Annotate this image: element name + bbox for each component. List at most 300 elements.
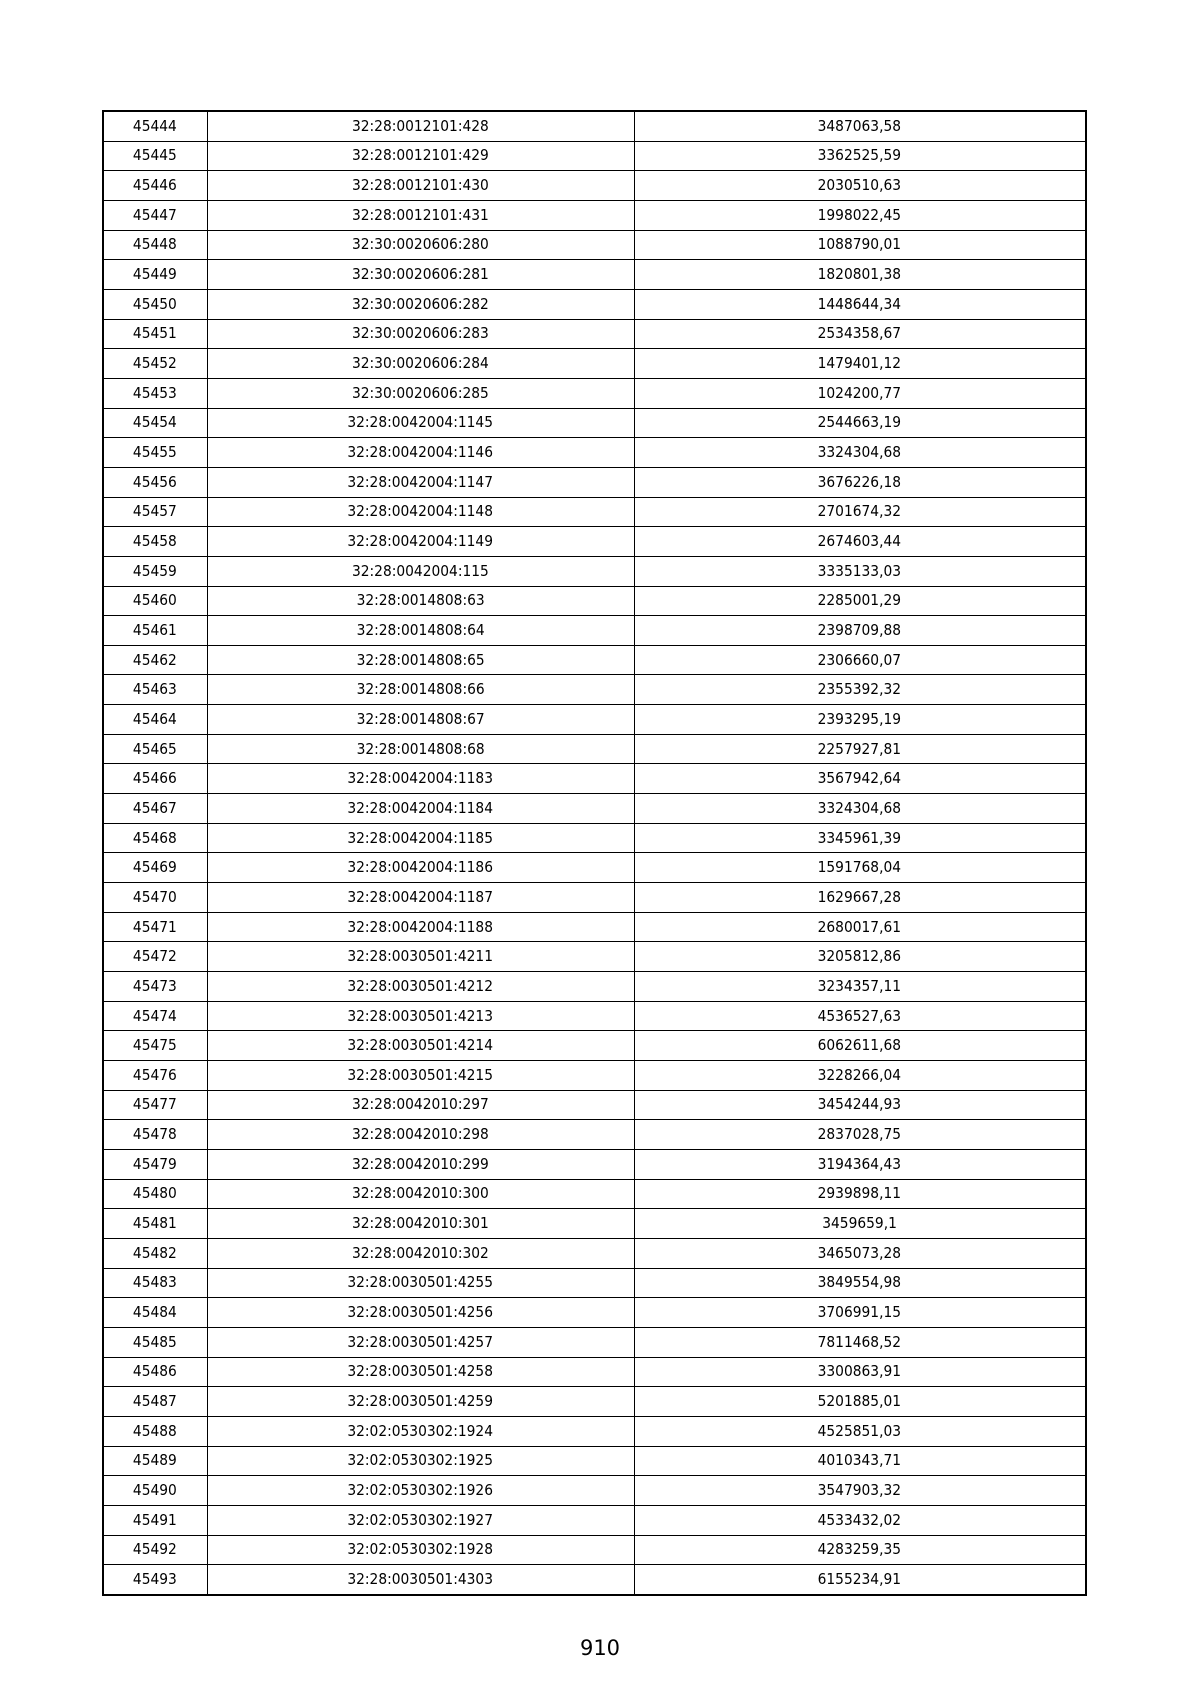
row-number-cell <box>103 1327 207 1357</box>
value-text: 3324304,68 <box>818 443 902 462</box>
row-number-cell <box>103 616 207 646</box>
value-cell <box>634 1061 1086 1091</box>
row-number-cell <box>103 1357 207 1387</box>
table-row <box>103 319 1086 349</box>
value-cell <box>634 764 1086 794</box>
cadastral-number-text: 32:28:0042004:1184 <box>347 798 494 817</box>
value-text: 3567942,64 <box>818 769 902 788</box>
cadastral-number-cell <box>207 1535 634 1565</box>
row-number-text: 45467 <box>133 798 178 817</box>
value-text: 2939898,11 <box>818 1184 902 1203</box>
cadastral-number-cell <box>207 1387 634 1417</box>
cadastral-number-text: 32:30:0020606:280 <box>352 235 489 254</box>
row-number-text: 45480 <box>133 1184 178 1203</box>
value-text: 1591768,04 <box>818 858 902 877</box>
cadastral-number-text: 32:28:0012101:429 <box>352 146 489 165</box>
table-row <box>103 616 1086 646</box>
row-number-text: 45461 <box>133 620 178 639</box>
value-cell <box>634 230 1086 260</box>
value-text: 1998022,45 <box>818 205 902 224</box>
cadastral-number-text: 32:28:0012101:428 <box>352 116 489 135</box>
cadastral-number-text: 32:28:0030501:4257 <box>347 1332 494 1351</box>
value-text: 3465073,28 <box>818 1243 902 1262</box>
value-text: 3194364,43 <box>818 1154 902 1173</box>
row-number-cell <box>103 1120 207 1150</box>
table-row <box>103 527 1086 557</box>
row-number-cell <box>103 408 207 438</box>
cadastral-number-cell <box>207 972 634 1002</box>
cadastral-number-text: 32:28:0030501:4213 <box>347 1006 494 1025</box>
row-number-text: 45455 <box>133 443 178 462</box>
row-number-text: 45470 <box>133 887 178 906</box>
cadastral-number-text: 32:28:0012101:431 <box>352 205 489 224</box>
value-text: 4283259,35 <box>818 1540 902 1559</box>
cadastral-number-text: 32:28:0030501:4303 <box>347 1569 494 1588</box>
cadastral-number-cell <box>207 1268 634 1298</box>
value-cell <box>634 171 1086 201</box>
value-text: 2393295,19 <box>818 709 902 728</box>
cadastral-number-cell <box>207 1298 634 1328</box>
row-number-cell <box>103 705 207 735</box>
cadastral-number-cell <box>207 645 634 675</box>
row-number-cell <box>103 1416 207 1446</box>
row-number-cell <box>103 111 207 141</box>
row-number-cell <box>103 1061 207 1091</box>
value-cell <box>634 408 1086 438</box>
value-cell <box>634 1149 1086 1179</box>
cadastral-number-cell <box>207 111 634 141</box>
value-cell <box>634 1090 1086 1120</box>
table-row <box>103 823 1086 853</box>
cadastral-number-text: 32:28:0042004:1186 <box>347 858 494 877</box>
value-text: 4533432,02 <box>818 1510 902 1529</box>
value-text: 1479401,12 <box>818 354 902 373</box>
cadastral-number-text: 32:28:0042004:115 <box>352 561 489 580</box>
value-cell <box>634 438 1086 468</box>
row-number-text: 45468 <box>133 828 178 847</box>
table-row <box>103 734 1086 764</box>
row-number-cell <box>103 527 207 557</box>
value-cell <box>634 1179 1086 1209</box>
row-number-text: 45456 <box>133 472 178 491</box>
cadastral-number-text: 32:28:0014808:66 <box>356 680 485 699</box>
value-cell <box>634 972 1086 1002</box>
table-row <box>103 378 1086 408</box>
row-number-text: 45453 <box>133 383 178 402</box>
value-text: 1024200,77 <box>818 383 902 402</box>
value-cell <box>634 349 1086 379</box>
value-text: 3345961,39 <box>818 828 902 847</box>
table-row <box>103 1446 1086 1476</box>
cadastral-number-text: 32:28:0042010:302 <box>352 1243 489 1262</box>
row-number-text: 45459 <box>133 561 178 580</box>
row-number-cell <box>103 141 207 171</box>
value-cell <box>634 1357 1086 1387</box>
row-number-text: 45449 <box>133 265 178 284</box>
row-number-cell <box>103 438 207 468</box>
row-number-cell <box>103 1565 207 1595</box>
row-number-cell <box>103 171 207 201</box>
row-number-text: 45474 <box>133 1006 178 1025</box>
value-cell <box>634 1505 1086 1535</box>
table-row <box>103 1298 1086 1328</box>
row-number-cell <box>103 942 207 972</box>
table-row <box>103 1061 1086 1091</box>
row-number-cell <box>103 378 207 408</box>
row-number-text: 45477 <box>133 1095 178 1114</box>
value-text: 3324304,68 <box>818 798 902 817</box>
value-text: 6062611,68 <box>818 1036 902 1055</box>
value-cell <box>634 1120 1086 1150</box>
row-number-text: 45469 <box>133 858 178 877</box>
cadastral-number-cell <box>207 556 634 586</box>
value-text: 3205812,86 <box>818 947 902 966</box>
value-text: 3362525,59 <box>818 146 902 165</box>
cadastral-number-text: 32:28:0042004:1187 <box>347 887 494 906</box>
cadastral-number-cell <box>207 171 634 201</box>
value-text: 3335133,03 <box>818 561 902 580</box>
cadastral-number-text: 32:28:0030501:4256 <box>347 1303 494 1322</box>
row-number-cell <box>103 972 207 1002</box>
cadastral-number-cell <box>207 853 634 883</box>
table-row <box>103 675 1086 705</box>
cadastral-number-cell <box>207 734 634 764</box>
value-text: 1629667,28 <box>818 887 902 906</box>
row-number-text: 45475 <box>133 1036 178 1055</box>
value-text: 2398709,88 <box>818 620 902 639</box>
value-cell <box>634 1298 1086 1328</box>
row-number-text: 45444 <box>133 116 178 135</box>
value-text: 1088790,01 <box>818 235 902 254</box>
value-text: 3454244,93 <box>818 1095 902 1114</box>
row-number-text: 45457 <box>133 502 178 521</box>
row-number-text: 45466 <box>133 769 178 788</box>
value-text: 2701674,32 <box>818 502 902 521</box>
row-number-text: 45445 <box>133 146 178 165</box>
cadastral-number-text: 32:28:0042004:1148 <box>347 502 494 521</box>
value-cell <box>634 1238 1086 1268</box>
row-number-text: 45482 <box>133 1243 178 1262</box>
row-number-cell <box>103 883 207 913</box>
row-number-text: 45488 <box>133 1421 178 1440</box>
cadastral-number-text: 32:28:0042004:1188 <box>347 917 494 936</box>
value-cell <box>634 497 1086 527</box>
value-text: 2534358,67 <box>818 324 902 343</box>
cadastral-number-cell <box>207 319 634 349</box>
cadastral-number-text: 32:28:0042004:1147 <box>347 472 494 491</box>
value-cell <box>634 289 1086 319</box>
cadastral-number-text: 32:28:0042004:1146 <box>347 443 494 462</box>
value-cell <box>634 1565 1086 1595</box>
cadastral-number-cell <box>207 1505 634 1535</box>
value-cell <box>634 705 1086 735</box>
cadastral-number-cell <box>207 141 634 171</box>
table-row <box>103 1476 1086 1506</box>
value-cell <box>634 319 1086 349</box>
value-text: 1448644,34 <box>818 294 902 313</box>
value-cell <box>634 823 1086 853</box>
cadastral-number-cell <box>207 1327 634 1357</box>
row-number-cell <box>103 1209 207 1239</box>
row-number-cell <box>103 1149 207 1179</box>
row-number-text: 45452 <box>133 354 178 373</box>
table-row <box>103 1416 1086 1446</box>
table-row <box>103 853 1086 883</box>
row-number-text: 45479 <box>133 1154 178 1173</box>
row-number-cell <box>103 1090 207 1120</box>
row-number-cell <box>103 794 207 824</box>
value-cell <box>634 1416 1086 1446</box>
cadastral-number-cell <box>207 378 634 408</box>
row-number-cell <box>103 734 207 764</box>
value-cell <box>634 912 1086 942</box>
row-number-cell <box>103 1031 207 1061</box>
row-number-cell <box>103 1476 207 1506</box>
table-row <box>103 171 1086 201</box>
table-row <box>103 883 1086 913</box>
row-number-text: 45462 <box>133 650 178 669</box>
cadastral-number-text: 32:28:0042010:297 <box>352 1095 489 1114</box>
table-row <box>103 1268 1086 1298</box>
row-number-text: 45460 <box>133 591 178 610</box>
row-number-text: 45478 <box>133 1125 178 1144</box>
cadastral-number-cell <box>207 1090 634 1120</box>
cadastral-number-text: 32:02:0530302:1925 <box>347 1451 494 1470</box>
table-row <box>103 408 1086 438</box>
cadastral-number-cell <box>207 200 634 230</box>
value-text: 2285001,29 <box>818 591 902 610</box>
table-row <box>103 1031 1086 1061</box>
cadastral-number-text: 32:28:0042010:301 <box>352 1214 489 1233</box>
value-text: 1820801,38 <box>818 265 902 284</box>
table-row <box>103 972 1086 1002</box>
table-row <box>103 1505 1086 1535</box>
cadastral-number-text: 32:28:0042004:1183 <box>347 769 494 788</box>
table-row <box>103 497 1086 527</box>
row-number-text: 45458 <box>133 532 178 551</box>
table-body <box>103 111 1086 1595</box>
table-row <box>103 260 1086 290</box>
cadastral-number-text: 32:02:0530302:1927 <box>347 1510 494 1529</box>
row-number-cell <box>103 586 207 616</box>
row-number-text: 45493 <box>133 1569 178 1588</box>
cadastral-number-cell <box>207 497 634 527</box>
table-row <box>103 200 1086 230</box>
value-text: 4010343,71 <box>818 1451 902 1470</box>
value-cell <box>634 556 1086 586</box>
cadastral-number-text: 32:30:0020606:281 <box>352 265 489 284</box>
row-number-cell <box>103 1001 207 1031</box>
value-cell <box>634 675 1086 705</box>
value-cell <box>634 616 1086 646</box>
cadastral-number-text: 32:28:0030501:4255 <box>347 1273 494 1292</box>
table-row <box>103 705 1086 735</box>
cadastral-number-cell <box>207 1031 634 1061</box>
table-row <box>103 1357 1086 1387</box>
cadastral-number-cell <box>207 1446 634 1476</box>
table-row <box>103 289 1086 319</box>
row-number-cell <box>103 556 207 586</box>
row-number-text: 45487 <box>133 1392 178 1411</box>
row-number-text: 45463 <box>133 680 178 699</box>
cadastral-number-cell <box>207 616 634 646</box>
value-text: 2544663,19 <box>818 413 902 432</box>
cadastral-number-cell <box>207 260 634 290</box>
row-number-cell <box>103 1387 207 1417</box>
row-number-text: 45446 <box>133 176 178 195</box>
row-number-cell <box>103 1268 207 1298</box>
cadastral-number-cell <box>207 1179 634 1209</box>
cadastral-number-text: 32:28:0030501:4211 <box>347 947 494 966</box>
value-cell <box>634 1031 1086 1061</box>
cadastral-number-cell <box>207 1238 634 1268</box>
cadastral-number-text: 32:28:0014808:67 <box>356 709 485 728</box>
table-row <box>103 1327 1086 1357</box>
value-cell <box>634 794 1086 824</box>
value-cell <box>634 853 1086 883</box>
cadastral-number-text: 32:28:0012101:430 <box>352 176 489 195</box>
table-row <box>103 467 1086 497</box>
row-number-cell <box>103 675 207 705</box>
value-cell <box>634 1209 1086 1239</box>
value-text: 3459659,1 <box>822 1214 898 1233</box>
table-row <box>103 1001 1086 1031</box>
cadastral-number-cell <box>207 942 634 972</box>
cadastral-number-cell <box>207 1061 634 1091</box>
cadastral-number-cell <box>207 705 634 735</box>
cadastral-number-text: 32:28:0042004:1149 <box>347 532 494 551</box>
cadastral-number-text: 32:28:0014808:64 <box>356 620 485 639</box>
value-cell <box>634 141 1086 171</box>
table-row <box>103 645 1086 675</box>
cadastral-number-cell <box>207 912 634 942</box>
value-text: 2680017,61 <box>818 917 902 936</box>
cadastral-number-cell <box>207 467 634 497</box>
table-row <box>103 111 1086 141</box>
cadastral-number-cell <box>207 438 634 468</box>
cadastral-number-text: 32:28:0030501:4212 <box>347 976 494 995</box>
cadastral-number-text: 32:28:0042010:300 <box>352 1184 489 1203</box>
row-number-cell <box>103 912 207 942</box>
table-row <box>103 764 1086 794</box>
value-text: 2355392,32 <box>818 680 902 699</box>
cadastral-number-cell <box>207 586 634 616</box>
cadastral-number-cell <box>207 823 634 853</box>
cadastral-number-text: 32:28:0030501:4259 <box>347 1392 494 1411</box>
row-number-cell <box>103 467 207 497</box>
cadastral-number-text: 32:28:0030501:4258 <box>347 1362 494 1381</box>
cadastral-number-text: 32:28:0014808:63 <box>356 591 485 610</box>
cadastral-number-cell <box>207 794 634 824</box>
row-number-text: 45464 <box>133 709 178 728</box>
value-text: 2257927,81 <box>818 739 902 758</box>
table-row <box>103 794 1086 824</box>
value-cell <box>634 645 1086 675</box>
row-number-text: 45454 <box>133 413 178 432</box>
row-number-cell <box>103 1505 207 1535</box>
cadastral-number-cell <box>207 289 634 319</box>
value-cell <box>634 1268 1086 1298</box>
value-cell <box>634 1327 1086 1357</box>
row-number-text: 45465 <box>133 739 178 758</box>
cadastral-number-cell <box>207 764 634 794</box>
row-number-text: 45484 <box>133 1303 178 1322</box>
value-text: 3487063,58 <box>818 116 902 135</box>
row-number-text: 45473 <box>133 976 178 995</box>
table-row <box>103 1179 1086 1209</box>
row-number-cell <box>103 260 207 290</box>
row-number-text: 45483 <box>133 1273 178 1292</box>
row-number-cell <box>103 1298 207 1328</box>
value-text: 4525851,03 <box>818 1421 902 1440</box>
cadastral-number-text: 32:28:0014808:68 <box>356 739 485 758</box>
cadastral-number-text: 32:02:0530302:1924 <box>347 1421 494 1440</box>
value-text: 2030510,63 <box>818 176 902 195</box>
cadastral-number-cell <box>207 230 634 260</box>
row-number-text: 45450 <box>133 294 178 313</box>
value-text: 3676226,18 <box>818 472 902 491</box>
cadastral-number-cell <box>207 1209 634 1239</box>
value-cell <box>634 378 1086 408</box>
value-text: 2674603,44 <box>818 532 902 551</box>
cadastral-number-cell <box>207 527 634 557</box>
row-number-text: 45481 <box>133 1214 178 1233</box>
row-number-cell <box>103 1238 207 1268</box>
table-row <box>103 1090 1086 1120</box>
row-number-text: 45492 <box>133 1540 178 1559</box>
row-number-text: 45476 <box>133 1065 178 1084</box>
value-cell <box>634 527 1086 557</box>
cadastral-number-cell <box>207 1120 634 1150</box>
row-number-cell <box>103 764 207 794</box>
cadastral-number-text: 32:28:0014808:65 <box>356 650 485 669</box>
table-row <box>103 141 1086 171</box>
row-number-text: 45491 <box>133 1510 178 1529</box>
table-row <box>103 1387 1086 1417</box>
value-text: 7811468,52 <box>818 1332 902 1351</box>
value-text: 3300863,91 <box>818 1362 902 1381</box>
cadastral-number-cell <box>207 883 634 913</box>
cadastral-number-text: 32:28:0042004:1145 <box>347 413 494 432</box>
table-row <box>103 1149 1086 1179</box>
value-cell <box>634 467 1086 497</box>
value-text: 5201885,01 <box>818 1392 902 1411</box>
value-text: 3706991,15 <box>818 1303 902 1322</box>
row-number-cell <box>103 853 207 883</box>
row-number-cell <box>103 1179 207 1209</box>
cadastral-number-text: 32:28:0030501:4215 <box>347 1065 494 1084</box>
value-cell <box>634 1476 1086 1506</box>
table-row <box>103 1209 1086 1239</box>
row-number-cell <box>103 1535 207 1565</box>
table-row <box>103 586 1086 616</box>
page-number: 910 <box>579 1636 621 1660</box>
value-cell <box>634 586 1086 616</box>
cadastral-number-text: 32:30:0020606:283 <box>352 324 489 343</box>
cadastral-number-text: 32:28:0042010:299 <box>352 1154 489 1173</box>
table-row <box>103 1535 1086 1565</box>
cadastral-number-cell <box>207 408 634 438</box>
row-number-text: 45447 <box>133 205 178 224</box>
value-cell <box>634 1446 1086 1476</box>
cadastral-number-text: 32:28:0030501:4214 <box>347 1036 494 1055</box>
row-number-cell <box>103 200 207 230</box>
row-number-text: 45490 <box>133 1481 178 1500</box>
row-number-cell <box>103 645 207 675</box>
cadastral-number-cell <box>207 1416 634 1446</box>
table-row <box>103 230 1086 260</box>
cadastral-number-text: 32:30:0020606:282 <box>352 294 489 313</box>
